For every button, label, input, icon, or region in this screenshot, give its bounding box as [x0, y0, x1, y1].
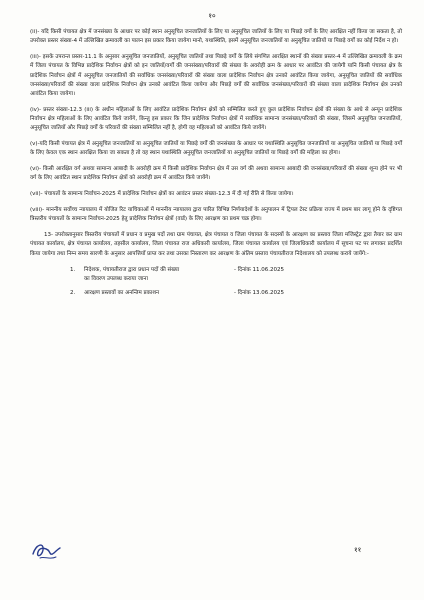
paragraph-vii: (vii)- पंचायतों के सामान्य निर्वाचन-2025 में प्रादेशिक निर्वाचन क्षेत्रों का आवंटन प्रस्तर संख्या-12.3 में दी गई रीति से किया जायेगा।	[30, 191, 294, 198]
signature	[30, 538, 64, 564]
timeline-date: - दिनांक 11.06.2025	[234, 266, 285, 273]
paragraph-viii: (viii)- माननीय सर्वोच्च न्यायालय में योजित रिट याचिकाओं में माननीय न्यायालय द्वारा पारित विभिन्न निर्णयादेशों के अनुपालन में ट्रिपल टेस्ट प्रक्रिया राज्य में प्रथम बार लागू होने के दृष्टिगत त्रिस्तरीय पंचायतों के सामान्य निर्वाचन-2025 हेतु प्रादेशिक निर्वाचन क्षेत्रों (वार्ड) के लिए आरक्षण का प्रथम चक्र होगा।	[30, 207, 402, 223]
paragraph-iv: (iv)- प्रस्तर संख्या-12.3 (iii) के अधीन महिलाओं के लिए आवंटित प्रादेशिक निर्वाचन क्षेत्रों को सम्मिलित करते हुए कुल प्रादेशिक निर्वाचन क्षेत्रों की संख्या के आधे से अन्यून प्रादेशिक निर्वाचन क्षेत्र महिलाओं के लिए आवंटित किये जायेंगे, किन्तु इस प्रकार कि जिन प्रादेशिक निर्वाचन क्षेत्रों में सर्वाधिक सामान्य जनसंख्या/परिवारों की संख्या, जिसमें अनुसूचित जनजातियों, अनुसूचित जातियों और पिछड़े वर्गों के परिवारों की संख्या सम्मिलित नहीं है, होगी वह महिलाओं को आवंटित किये जायेंगे।	[30, 106, 402, 132]
document-body	[30, 28, 402, 303]
page-number: १०	[208, 12, 216, 20]
timeline-text: आरक्षण प्रस्तावों का अनन्तिम प्रकाशन	[84, 289, 160, 296]
timeline-text: निदेशक, पंचायतीराज द्वारा प्रधान पदों की संख्या	[84, 266, 180, 273]
timeline-item	[30, 266, 402, 284]
timeline-date: - दिनांक 13.06.2025	[234, 289, 285, 296]
paragraph-13: 13- उपरोक्तानुसार त्रिस्तरीय पंचायतों में प्रधान व प्रमुख पदों तथा ग्राम पंचायत, क्षेत्र पंचायत व जिला पंचायत के सदस्यों के आरक्षण का प्रस्ताव जिला मजिस्ट्रेट द्वारा तैयार कर ग्राम पंचायत कार्यालय, क्षेत्र पंचायत कार्यालय, तहसील कार्यालय, जिला पंचायत राज अधिकारी कार्यालय, जिला पंचायत कार्यालय एवं जिलाधिकारी कार्यालय में सूचना पट पर लगाकर प्रदर्शित किया जायेगा तथा निम्न समय सारणी के अनुसार आपत्तियाँ प्राप्त कर तथा उसका निस्तारण कर आरक्षण के अंतिम प्रस्ताव पंचायतीराज निदेशालय को उपलब्ध कराये जायेंगे:-	[30, 232, 402, 257]
paragraph-vi: (vi)- किसी आरक्षित वर्ग अथवा सामान्य आबादी के अवरोही क्रम में किसी प्रादेशिक निर्वाचन क्षेत्र में उस वर्ग की अथवा सामान्य आबादी की जनसंख्या/परिवारों की संख्या शून्य होने पर भी वर्ग के लिए आवंटित स्थान प्रादेशिक निर्वाचन क्षेत्रों को अवरोही क्रम में आवंटित किये जायेंगे।	[30, 166, 402, 182]
timeline-text: का विवरण उपलब्ध कराया जाना	[84, 275, 148, 282]
paragraph-ii: (ii)- यदि किसी पंचायत क्षेत्र में जनसंख्या के आधार पर कोई स्थान अनुसूचित जनजातियों के लिए या अनुसूचित जातियों के लिए या पिछड़े वर्गों के लिए आरक्षित नहीं किया जा सकता है, तो उपरोक्त प्रस्तर संख्या-4 में उल्लिखित क्रमावली का पालन इस प्रकार किया जायेगा मानो, यथास्थिति, इसमें अनुसूचित जनजातियों या अनुसूचित जातियों या पिछड़े वर्गों का कोई निर्देश न हो।	[30, 29, 402, 45]
paragraph-v: (v)-यदि किसी पंचायत क्षेत्र में अनुसूचित जनजातियों या अनुसूचित जातियों या पिछड़े वर्गों की जनसंख्या के आधार पर यथास्थिति अनुसूचित जनजातियों या अनुसूचित जातियों या पिछड़े वर्गों के लिए केवल एक स्थान आरक्षित किया जा सकता है तो वह स्थान यथास्थिति अनुसूचित जनजातियों या अनुसूचित जातियों या पिछड़े वर्गों की महिला का होगा।	[30, 141, 402, 157]
timeline-item	[30, 289, 402, 298]
timeline-number: 1.	[70, 266, 76, 273]
initials: ११	[354, 546, 362, 554]
paragraph-iii: (iii)- इसके उपरान्त प्रस्तर-11.1 के अनुसार अनुसूचित जनजातियों, अनुसूचित जातियों तथा पिछड़े वर्गों के लिये संगणित आरक्षित स्थानों की संख्या प्रस्तर-4 में उल्लिखित क्रमावली के क्रम में जिला पंचायत के विभिन्न प्रादेशिक निर्वाचन क्षेत्रों को इन जातियों/वर्गों की जनसंख्या/परिवारों की संख्या के अवरोही क्रम के आधार पर आवंटित की जायेगी यानि किसी पंचायत क्षेत्र के प्रादेशिक निर्वाचन क्षेत्रों में अनुसूचित जनजातियों की सर्वाधिक जनसंख्या/परिवारों की संख्या वाला प्रादेशिक निर्वाचन क्षेत्र उनको आवंटित किया जायेगा, अनुसूचित जातियों की सर्वाधिक जनसंख्या/परिवारों की संख्या वाला प्रादेशिक निर्वाचन क्षेत्र उनको आवंटित किया जायेगा और पिछड़े वर्गों की सर्वाधिक जनसंख्या/परिवारों की संख्या वाला प्रादेशिक निर्वाचन क्षेत्र उनको आवंटित किया जायेगा।	[30, 54, 402, 97]
timeline-number: 2.	[70, 289, 76, 296]
